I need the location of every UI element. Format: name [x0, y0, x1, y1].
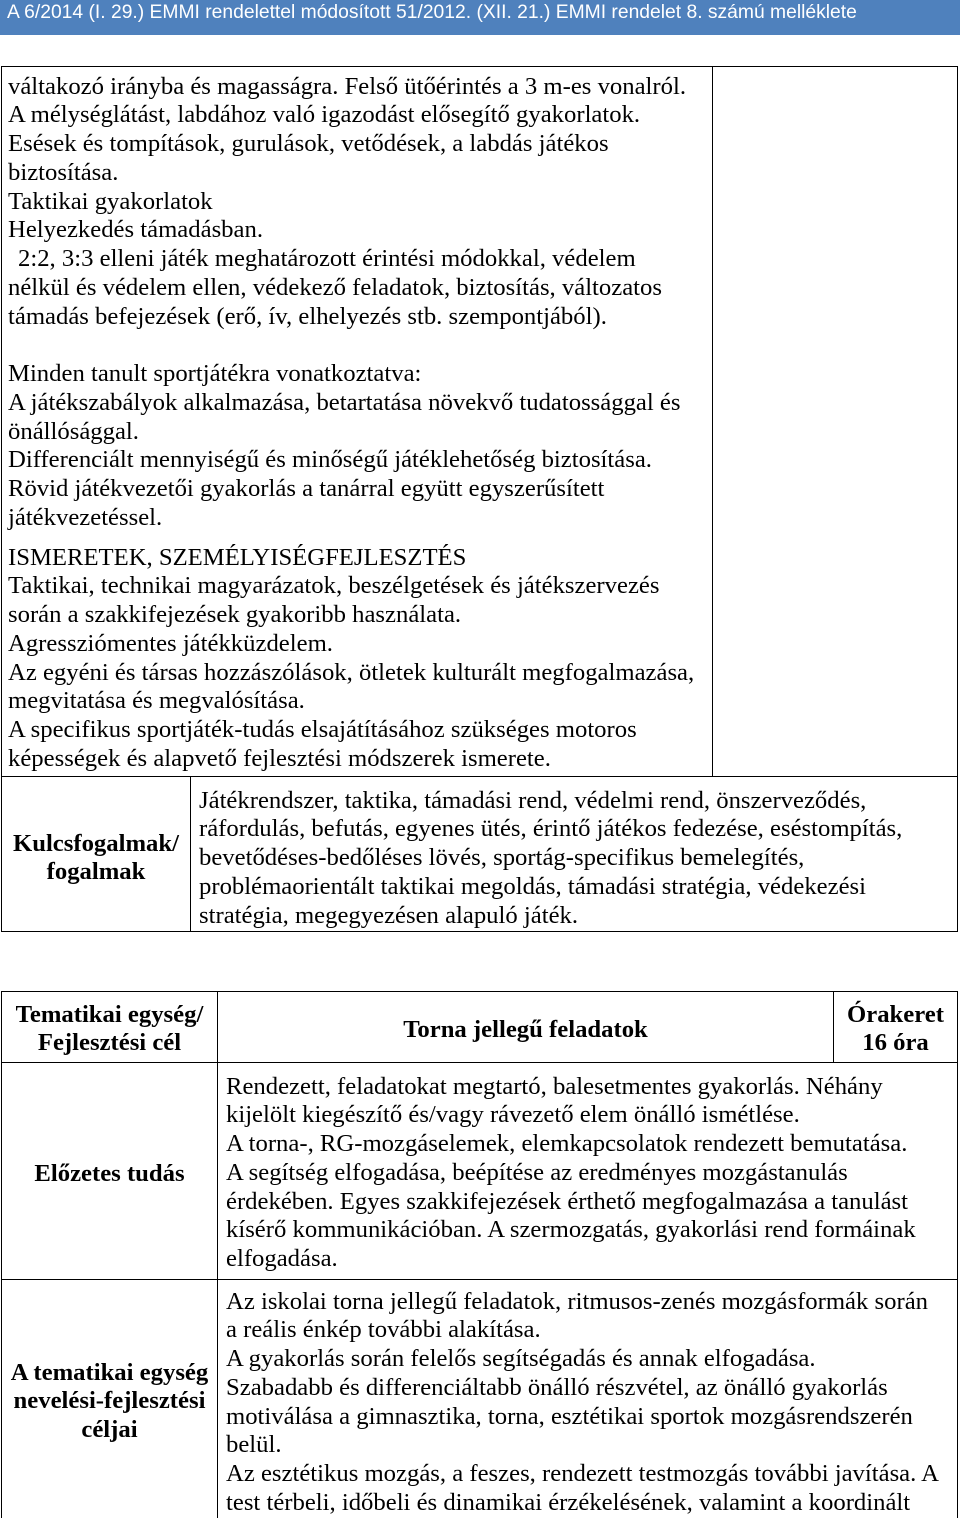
keywords-label-line: fogalmak	[46, 858, 146, 886]
content-line: nélkül és védelem ellen, védekező feladatok, biztosítás, változatos	[8, 273, 662, 301]
content-paragraph	[8, 360, 694, 533]
keywords-line: problémaorientált taktikai megoldás, támadási stratégia, védekezési	[199, 872, 866, 900]
hours-text	[834, 1001, 957, 1059]
goals-label-line: nevelési-fejlesztési	[13, 1387, 206, 1415]
header-bar	[0, 0, 960, 35]
prior-knowledge-line: A torna-, RG-mozgáselemek, elemkapcsolatok rendezett bemutatása.	[226, 1130, 908, 1158]
unit-label-line: Fejlesztési cél	[37, 1029, 182, 1057]
keywords-cell	[190, 776, 958, 932]
goals-label	[2, 1359, 217, 1445]
goals-line: Az esztétikus mozgás, a feszes, rendezett testmozgás további javítása. A	[226, 1460, 939, 1488]
content-line: Rövid játékvezetői gyakorlás a tanárral együtt egyszerűsített	[8, 475, 605, 503]
keywords-line: ráfordulás, befutás, egyenes ütés, érintő játékos fedezése, eséstompítás,	[199, 815, 903, 843]
content-line: Esések és tompítások, gurulások, vetődések, a labdás játékos	[8, 130, 609, 158]
goals-line: belül.	[226, 1431, 282, 1459]
prior-knowledge-label-text: Előzetes tudás	[34, 1159, 185, 1187]
prior-knowledge-label-cell	[1, 1062, 218, 1280]
content-cell	[1, 66, 713, 777]
content-line: önállósággal.	[8, 417, 139, 445]
keywords-line: Játékrendszer, taktika, támadási rend, védelmi rend, önszerveződés,	[199, 786, 867, 814]
hours-value: 16 óra	[862, 1029, 929, 1057]
goals-line: a reális énkép további alakítása.	[226, 1316, 541, 1344]
unit-label	[2, 1001, 217, 1059]
prior-knowledge-label	[2, 1160, 217, 1189]
keywords-text	[199, 787, 902, 931]
content-line: során a szakkifejezések gyakoribb használata.	[8, 601, 462, 629]
goals-line: motiválása a gimnasztika, torna, esztétikai sportok mozgásrendszerén	[226, 1402, 913, 1430]
unit-label-line: Tematikai egység/	[15, 1000, 204, 1028]
prior-knowledge-line: Rendezett, feladatokat megtartó, balesetmentes gyakorlás. Néhány	[226, 1072, 883, 1100]
prior-knowledge-text	[226, 1073, 916, 1274]
goals-line: A gyakorlás során felelős segítségadás és annak elfogadása.	[226, 1345, 816, 1373]
content-line: A mélységlátást, labdához való igazodást elősegítő gyakorlatok.	[8, 101, 641, 129]
goals-line: test térbeli, időbeli és dinamikai érzékelésének, valamint a koordinált	[226, 1488, 911, 1516]
keywords-label-line: Kulcsfogalmak/	[13, 829, 179, 857]
keywords-line: bevetődéses-bedőléses lövés, sportág-specifikus bemelegítés,	[199, 844, 805, 872]
keywords-label-cell	[1, 776, 191, 932]
content-line: A játékszabályok alkalmazása, betartatása növekvő tudatossággal és	[8, 388, 681, 416]
content-line: Taktikai gyakorlatok	[8, 187, 213, 215]
content-line: biztosítása.	[8, 158, 119, 186]
content-line: A specifikus sportjáték-tudás elsajátításához szükséges motoros	[8, 716, 637, 744]
prior-knowledge-line: A segítség elfogadása, beépítése az eredményes mozgástanulás	[226, 1158, 848, 1186]
unit-title	[218, 1016, 833, 1045]
hours-label: Órakeret	[847, 1000, 944, 1028]
goals-label-line: A tematikai egység	[10, 1358, 209, 1386]
content-line: 2:2, 3:3 elleni játék meghatározott érintési módokkal, védelem	[18, 245, 636, 273]
goals-cell	[217, 1279, 958, 1518]
empty-cell	[712, 66, 958, 777]
content-line: Taktikai, technikai magyarázatok, beszélgetések és játékszervezés	[8, 572, 660, 600]
content-line: Helyezkedés támadásban.	[8, 216, 263, 244]
hours-cell	[833, 991, 958, 1063]
content-line: váltakozó irányba és magasságra. Felső ütőérintés a 3 m-es vonalról.	[8, 72, 687, 100]
content-paragraph	[8, 544, 694, 774]
prior-knowledge-line: kijelölt kiegészítő és/vagy rávezető elem önálló ismétlése.	[226, 1101, 800, 1129]
content-line: Differenciált mennyiségű és minőségű játéklehetőség biztosítása.	[8, 446, 652, 474]
goals-line: Szabadabb és differenciáltabb önálló részvétel, az önálló gyakorlás	[226, 1373, 888, 1401]
goals-label-cell	[1, 1279, 218, 1518]
prior-knowledge-line: érdekében. Egyes szakkifejezések érthető megfogalmazása a tanulást	[226, 1187, 909, 1215]
prior-knowledge-cell	[217, 1062, 958, 1280]
section-heading: ISMERETEK, SZEMÉLYISÉGFEJLESZTÉS	[8, 543, 467, 571]
prior-knowledge-line: kísérő kommunikációban. A szermozgatás, gyakorlási rend formáinak	[226, 1216, 916, 1244]
unit-label-cell	[1, 991, 218, 1063]
content-line: képességek és alapvető fejlesztési módszerek ismerete.	[8, 744, 551, 772]
goals-label-line: céljai	[81, 1416, 138, 1444]
keywords-line: stratégia, megegyezésen alapuló játék.	[199, 901, 579, 929]
keywords-label	[2, 830, 190, 888]
content-line: Agressziómentes játékküzdelem.	[8, 629, 333, 657]
prior-knowledge-line: elfogadása.	[226, 1245, 338, 1273]
content-line: játékvezetéssel.	[8, 503, 163, 531]
content-line: Minden tanult sportjátékra vonatkoztatva:	[8, 360, 422, 388]
goals-line: Az iskolai torna jellegű feladatok, ritmusos-zenés mozgásformák során	[226, 1287, 929, 1315]
content-text	[8, 73, 694, 774]
content-line: támadás befejezések (erő, ív, elhelyezés stb. szempontjából).	[8, 302, 607, 330]
unit-title-text: Torna jellegű feladatok	[403, 1015, 648, 1043]
goals-text	[226, 1288, 939, 1518]
unit-title-cell	[217, 991, 834, 1063]
content-paragraph	[8, 73, 694, 332]
content-line: Az egyéni és társas hozzászólások, ötletek kulturált megfogalmazása,	[8, 658, 695, 686]
content-line: megvitatása és megvalósítása.	[8, 687, 305, 715]
header-title: A 6/2014 (I. 29.) EMMI rendelettel módosított 51/2012. (XII. 21.) EMMI rendelet 8. számú melléklete	[7, 2, 857, 23]
